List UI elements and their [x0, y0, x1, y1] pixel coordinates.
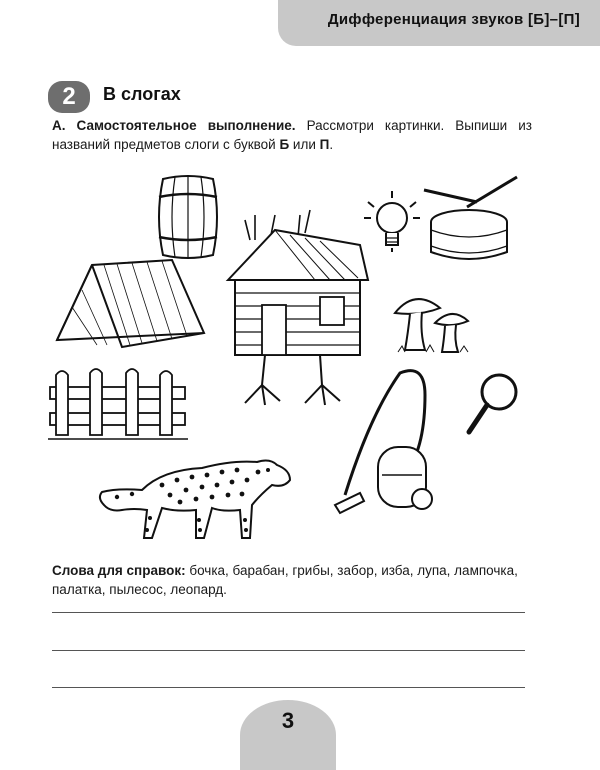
- page-number-tab: [240, 700, 336, 770]
- answer-line-2[interactable]: [52, 650, 525, 651]
- section-title: В слогах: [103, 84, 181, 104]
- tent-picture: [52, 255, 212, 350]
- header-band: [278, 0, 600, 46]
- task-instruction: А. Самостоятельное выполнение. Рассмотри картинки. Выпиши из названий предметов слоги с буквой Б или П.: [52, 118, 532, 152]
- answer-line-1[interactable]: [52, 612, 525, 613]
- magnifying-glass-picture: [465, 370, 525, 440]
- pictures-area: [40, 160, 560, 540]
- header-title: Дифференциация звуков [Б]–[П]: [327, 11, 580, 28]
- reference-words-list: бочка, барабан, грибы, забор, изба, лупа, лампочка, палатка, пылесос, леопард.: [52, 563, 518, 597]
- section-number-badge: 2: [48, 81, 90, 113]
- barrel-picture: [155, 175, 221, 260]
- letter-p: П: [319, 137, 330, 152]
- leopard-picture: [92, 450, 297, 545]
- fence-picture: [48, 365, 188, 443]
- drum-picture: [422, 172, 522, 262]
- reference-words-label: Слова для справок:: [52, 563, 186, 578]
- page-number: 3: [281, 708, 295, 733]
- task-text: Рассмотри картинки. Выпиши из названий предметов слоги с буквой: [52, 118, 532, 152]
- task-label: А. Самостоятельное выполнение.: [52, 118, 296, 133]
- vacuum-cleaner-picture: [330, 365, 455, 525]
- mushrooms-picture: [390, 288, 475, 358]
- answer-line-3[interactable]: [52, 687, 525, 688]
- light-bulb-picture: [358, 190, 426, 270]
- reference-words: [52, 561, 532, 599]
- letter-b: Б: [279, 137, 290, 152]
